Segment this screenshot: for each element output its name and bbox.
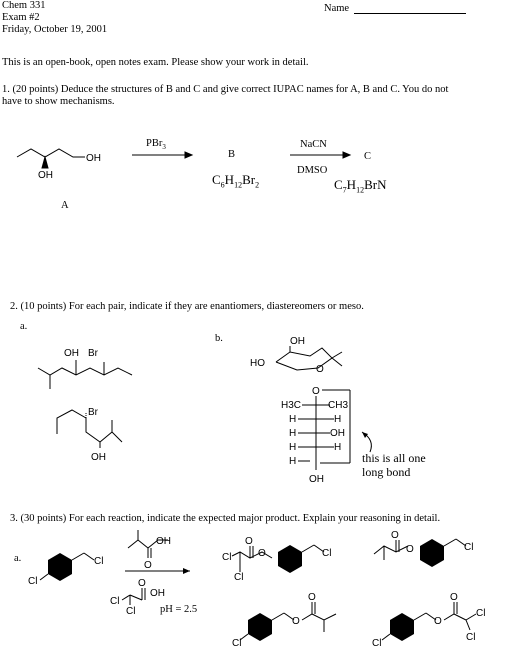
product-2 xyxy=(374,530,473,567)
svg-text:O: O xyxy=(450,592,458,603)
svg-text:O: O xyxy=(138,578,146,589)
svg-text:Cl: Cl xyxy=(126,606,136,617)
svg-text:H: H xyxy=(289,414,297,425)
product-1 xyxy=(222,536,331,583)
svg-text:OH: OH xyxy=(156,536,171,547)
q1-formula-c: $C_7H_{12}BrN$ xyxy=(334,177,387,195)
q1-label-b: B xyxy=(228,149,236,160)
svg-text:Cl: Cl xyxy=(464,542,474,553)
svg-text:Cl: Cl xyxy=(232,638,242,649)
svg-text:O: O xyxy=(312,386,320,397)
q1-formula-b: $C_6H_{12}Br_2$ xyxy=(212,172,260,190)
q1-label-a: A xyxy=(61,200,69,211)
product-3 xyxy=(232,592,336,649)
q1-reagent-dmso: DMSO xyxy=(297,165,328,176)
structure-2b-ring xyxy=(250,336,342,375)
svg-text:OH: OH xyxy=(330,428,345,439)
structure-a xyxy=(17,149,101,181)
svg-text:Cl: Cl xyxy=(466,632,476,643)
svg-text:O: O xyxy=(292,616,300,627)
svg-text:H: H xyxy=(334,414,342,425)
svg-text:Br: Br xyxy=(88,407,98,418)
svg-text:O: O xyxy=(258,548,266,559)
name-label: Name xyxy=(324,3,350,14)
svg-text:Cl: Cl xyxy=(110,596,120,607)
structure-2b-fischer xyxy=(281,386,371,485)
product-4 xyxy=(372,592,485,649)
structure-2a-bottom xyxy=(57,407,122,463)
svg-text:O: O xyxy=(434,616,442,627)
svg-text:Cl: Cl xyxy=(222,552,232,563)
exam-number: Exam #2 xyxy=(2,12,40,23)
q1-reagent-nacn: NaCN xyxy=(300,139,327,150)
q3-text: 3. (30 points) For each reaction, indicate the expected major product. Explain your reasoning in detail. xyxy=(10,513,441,524)
q2-text: 2. (10 points) For each pair, indicate if they are enantiomers, diastereomers or meso. xyxy=(10,301,364,312)
svg-text:H3C: H3C xyxy=(281,400,302,411)
svg-text:Cl: Cl xyxy=(234,572,244,583)
q1-text-line1: 1. (20 points) Deduce the structures of B and C and give correct IUPAC names for A, B and C. You do not xyxy=(2,84,449,95)
svg-text:Cl: Cl xyxy=(372,638,382,649)
svg-text:O: O xyxy=(406,544,414,555)
svg-text:O: O xyxy=(245,536,253,547)
svg-text:OH: OH xyxy=(290,336,305,347)
svg-text:OH: OH xyxy=(91,452,106,463)
q2-part-b: b. xyxy=(215,333,223,344)
svg-text:OH: OH xyxy=(309,474,324,485)
q2-part-a: a. xyxy=(20,321,28,332)
svg-text:HO: HO xyxy=(250,358,265,369)
q3-ph-condition: pH = 2.5 xyxy=(160,604,198,615)
svg-text:Cl: Cl xyxy=(28,576,38,587)
svg-text:OH: OH xyxy=(150,588,165,599)
svg-text:H: H xyxy=(289,442,297,453)
q1-a-oh-label-2: OH xyxy=(86,153,101,164)
svg-text:Cl: Cl xyxy=(476,608,486,619)
svg-text:Cl: Cl xyxy=(94,556,104,567)
q1-reagent-pbr3: PBr$_3$ xyxy=(146,138,166,152)
q1-a-oh-label: OH xyxy=(38,170,53,181)
structure-3a-dichloroacetic xyxy=(110,578,165,617)
course-title: Chem 331 xyxy=(2,0,46,11)
svg-text:H: H xyxy=(334,442,342,453)
svg-text:OH: OH xyxy=(64,348,79,359)
svg-text:Cl: Cl xyxy=(322,548,332,559)
svg-text:Br: Br xyxy=(88,348,98,359)
exam-date: Friday, October 19, 2001 xyxy=(2,24,108,35)
structure-3a-reactant xyxy=(28,553,103,587)
q1-label-c: C xyxy=(364,151,372,162)
svg-text:O: O xyxy=(144,560,152,571)
svg-text:H: H xyxy=(289,428,297,439)
structure-2a-top xyxy=(38,348,132,389)
q3-part-a: a. xyxy=(14,553,22,564)
intro-text: This is an open-book, open notes exam. Please show your work in detail. xyxy=(2,57,309,68)
q2-note-line1: this is all one xyxy=(362,451,426,465)
q2-note-line2: long bond xyxy=(362,465,411,479)
svg-text:CH3: CH3 xyxy=(328,400,349,411)
svg-text:H: H xyxy=(289,456,297,467)
svg-text:O: O xyxy=(308,592,316,603)
svg-text:O: O xyxy=(391,530,399,541)
svg-text:O: O xyxy=(316,364,324,375)
q1-text-line2: have to show mechanisms. xyxy=(2,96,115,107)
structure-3a-acid xyxy=(128,530,171,571)
